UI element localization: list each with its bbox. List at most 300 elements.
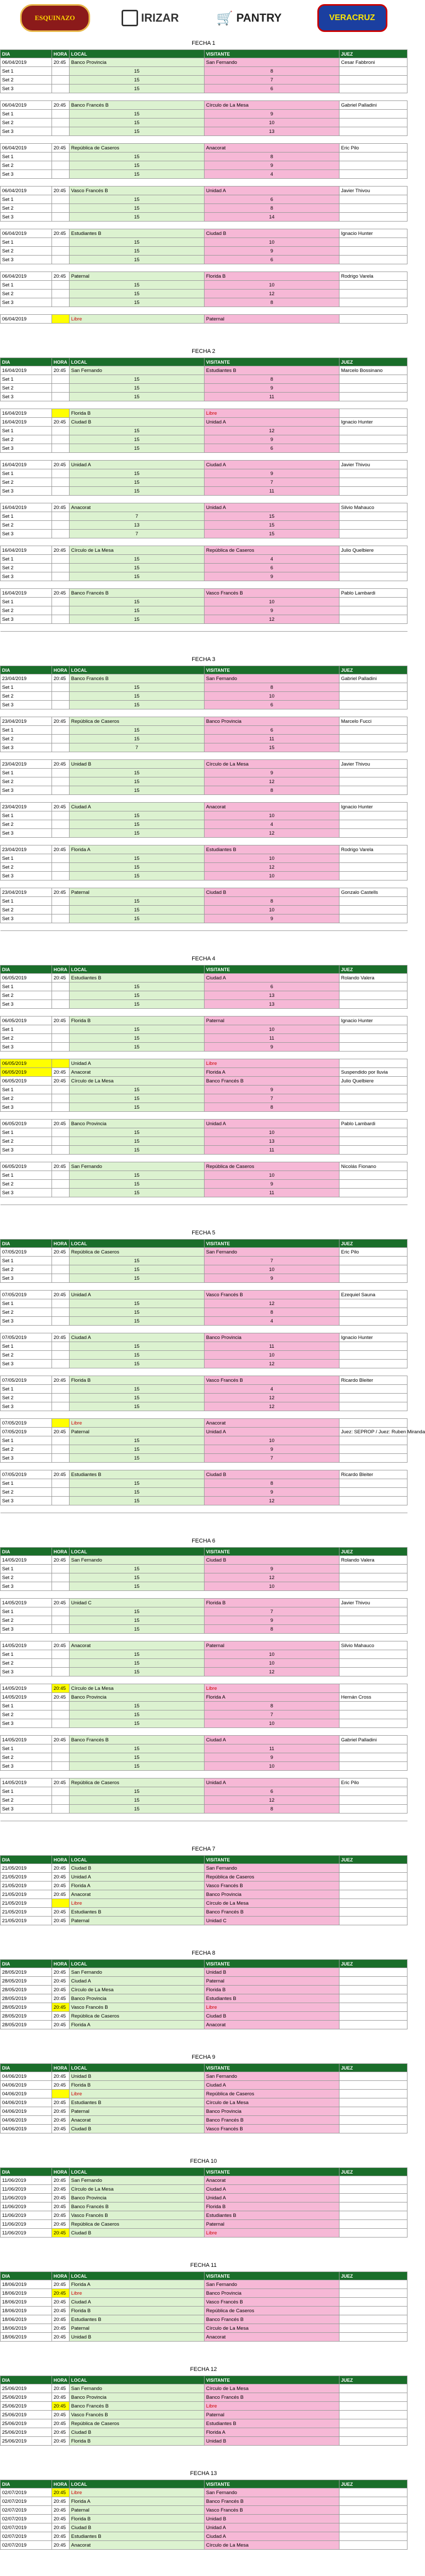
set-label: Set 1 xyxy=(1,769,52,777)
match-dia: 18/06/2019 xyxy=(1,2333,52,2342)
set-row xyxy=(1,1573,407,1582)
match-hora: 20:45 xyxy=(52,974,70,982)
set-empty-cell xyxy=(52,1436,70,1445)
match-local: Estudiantes B xyxy=(70,1908,205,1917)
set-score-local: 7 xyxy=(70,743,205,752)
set-empty-cell xyxy=(52,152,70,161)
column-header: DIA xyxy=(1,2168,52,2176)
set-row xyxy=(1,67,407,76)
match-visit: Banco Provincia xyxy=(205,2107,339,2116)
match-juez: Marcelo Bossinano xyxy=(339,366,407,375)
set-empty-cell xyxy=(52,1497,70,1505)
separator-row xyxy=(1,453,407,461)
column-header: HORA xyxy=(52,666,70,674)
match-local: Estudiantes B xyxy=(70,974,205,982)
match-juez xyxy=(339,1882,407,1890)
set-empty-cell xyxy=(339,1094,407,1103)
set-empty-cell xyxy=(52,1180,70,1189)
match-visit: Unidad B xyxy=(205,2437,339,2446)
match-juez: Rolando Valera xyxy=(339,1556,407,1565)
match-dia: 16/04/2019 xyxy=(1,461,52,469)
match-visit: Unidad A xyxy=(205,2523,339,2532)
match-dia: 11/06/2019 xyxy=(1,2194,52,2202)
set-empty-cell xyxy=(52,204,70,213)
match-visit: Estudiantes B xyxy=(205,366,339,375)
set-row xyxy=(1,118,407,127)
set-empty-cell xyxy=(52,1762,70,1771)
set-empty-cell xyxy=(339,1025,407,1034)
separator-cell xyxy=(1,1326,407,1333)
set-label: Set 2 xyxy=(1,435,52,444)
set-score-local: 15 xyxy=(70,914,205,923)
separator-row xyxy=(1,1676,407,1684)
set-empty-cell xyxy=(52,298,70,307)
set-score-visit: 8 xyxy=(205,298,339,307)
column-header: LOCAL xyxy=(70,1960,205,1968)
set-score-local: 15 xyxy=(70,1180,205,1189)
match-dia: 06/05/2019 xyxy=(1,1059,52,1068)
match-dia: 04/06/2019 xyxy=(1,2116,52,2125)
match-visit: Florida B xyxy=(205,272,339,281)
match-local: Unidad A xyxy=(70,1059,205,1068)
match-visit: República de Caseros xyxy=(205,2307,339,2315)
set-row xyxy=(1,1025,407,1034)
match-hora: 20:45 xyxy=(52,2081,70,2090)
match-dia: 06/05/2019 xyxy=(1,974,52,982)
match-dia: 23/04/2019 xyxy=(1,845,52,854)
set-empty-cell xyxy=(339,1650,407,1659)
set-empty-cell xyxy=(339,487,407,496)
match-hora: 20:45 xyxy=(52,1376,70,1385)
match-visit: Paternal xyxy=(205,1641,339,1650)
set-score-local: 15 xyxy=(70,991,205,1000)
set-empty-cell xyxy=(339,247,407,256)
match-hora: 20:45 xyxy=(52,2523,70,2532)
set-empty-cell xyxy=(339,555,407,564)
set-row xyxy=(1,1128,407,1137)
set-score-visit: 10 xyxy=(205,692,339,701)
set-empty-cell xyxy=(339,769,407,777)
set-empty-cell xyxy=(339,1805,407,1814)
match-local: Círculo de La Mesa xyxy=(70,546,205,555)
match-visit: Unidad A xyxy=(205,1120,339,1128)
set-label: Set 1 xyxy=(1,1128,52,1137)
set-score-local: 15 xyxy=(70,1659,205,1668)
column-header: VISITANTE xyxy=(205,1548,339,1556)
match-juez xyxy=(339,1986,407,1994)
match-hora: 20:45 xyxy=(52,845,70,854)
set-label: Set 2 xyxy=(1,991,52,1000)
set-score-local: 15 xyxy=(70,1573,205,1582)
set-label: Set 2 xyxy=(1,247,52,256)
set-score-visit: 15 xyxy=(205,512,339,521)
set-label: Set 3 xyxy=(1,256,52,264)
set-score-local: 15 xyxy=(70,298,205,307)
jornada-spacer xyxy=(0,1205,407,1226)
set-label: Set 2 xyxy=(1,564,52,572)
set-empty-cell xyxy=(339,76,407,84)
separator-cell xyxy=(1,496,407,503)
column-header: HORA xyxy=(52,965,70,974)
set-score-local: 15 xyxy=(70,906,205,914)
separator-cell xyxy=(1,1591,407,1599)
column-header: JUEZ xyxy=(339,965,407,974)
set-label: Set 1 xyxy=(1,1086,52,1094)
column-header: JUEZ xyxy=(339,358,407,366)
match-local: Libre xyxy=(70,2289,205,2298)
match-juez xyxy=(339,2081,407,2090)
match-dia: 14/05/2019 xyxy=(1,1778,52,1787)
column-header: VISITANTE xyxy=(205,2064,339,2072)
jornada-table xyxy=(0,965,407,1205)
set-row xyxy=(1,1607,407,1616)
separator-row xyxy=(1,222,407,229)
set-score-visit: 9 xyxy=(205,1086,339,1094)
set-label: Set 2 xyxy=(1,290,52,298)
column-header: LOCAL xyxy=(70,2376,205,2384)
set-empty-cell xyxy=(52,1394,70,1402)
match-local: San Fernando xyxy=(70,1968,205,1977)
match-visit: San Fernando xyxy=(205,2072,339,2081)
match-dia: 06/04/2019 xyxy=(1,101,52,110)
set-label: Set 3 xyxy=(1,213,52,222)
match-hora: 20:45 xyxy=(52,58,70,67)
set-score-visit: 11 xyxy=(205,487,339,496)
set-score-local: 15 xyxy=(70,786,205,795)
match-row xyxy=(1,2185,407,2194)
set-score-local: 15 xyxy=(70,1479,205,1488)
set-score-visit: 10 xyxy=(205,238,339,247)
match-juez: Ignacio Hunter xyxy=(339,803,407,811)
match-juez xyxy=(339,2506,407,2515)
set-row xyxy=(1,811,407,820)
separator-cell xyxy=(1,1676,407,1684)
column-header: LOCAL xyxy=(70,50,205,58)
set-score-local: 15 xyxy=(70,1086,205,1094)
match-row xyxy=(1,144,407,152)
set-row xyxy=(1,161,407,170)
set-row xyxy=(1,1317,407,1326)
match-visit: Ciudad A xyxy=(205,2081,339,2090)
column-header: JUEZ xyxy=(339,1548,407,1556)
match-hora: 20:45 xyxy=(52,187,70,195)
set-label: Set 1 xyxy=(1,1565,52,1573)
set-empty-cell xyxy=(52,1128,70,1137)
match-local: Banco Provincia xyxy=(70,2393,205,2402)
set-score-local: 15 xyxy=(70,213,205,222)
set-empty-cell xyxy=(52,1360,70,1368)
match-juez: Hernán Cross xyxy=(339,1693,407,1702)
match-juez xyxy=(339,2012,407,2021)
set-empty-cell xyxy=(52,478,70,487)
match-hora: 20:45 xyxy=(52,2411,70,2419)
set-score-local: 15 xyxy=(70,427,205,435)
set-score-visit: 9 xyxy=(205,914,339,923)
set-score-visit: 6 xyxy=(205,726,339,735)
match-row xyxy=(1,2488,407,2497)
set-score-local: 15 xyxy=(70,238,205,247)
match-dia: 06/04/2019 xyxy=(1,58,52,67)
match-visit: Unidad A xyxy=(205,418,339,427)
set-label: Set 3 xyxy=(1,615,52,624)
match-row xyxy=(1,1917,407,1925)
set-empty-cell xyxy=(52,1342,70,1351)
match-visit: República de Caseros xyxy=(205,546,339,555)
match-juez xyxy=(339,2411,407,2419)
set-empty-cell xyxy=(52,1146,70,1155)
match-hora: 20:45 xyxy=(52,1873,70,1882)
match-hora: 20:45 xyxy=(52,1120,70,1128)
set-empty-cell xyxy=(339,854,407,863)
column-header: VISITANTE xyxy=(205,666,339,674)
match-local: Paternal xyxy=(70,272,205,281)
match-hora: 20:45 xyxy=(52,418,70,427)
set-row xyxy=(1,76,407,84)
match-visit: Banco Francés B xyxy=(205,1908,339,1917)
match-hora: 20:45 xyxy=(52,2012,70,2021)
set-score-visit: 10 xyxy=(205,281,339,290)
set-label: Set 2 xyxy=(1,1265,52,1274)
match-juez xyxy=(339,2211,407,2220)
set-empty-cell xyxy=(52,290,70,298)
set-label: Set 3 xyxy=(1,1762,52,1771)
set-empty-cell xyxy=(52,1650,70,1659)
set-row xyxy=(1,478,407,487)
jornada-title: FECHA 1 xyxy=(192,40,215,46)
match-row xyxy=(1,2523,407,2532)
match-dia: 25/06/2019 xyxy=(1,2384,52,2393)
match-row xyxy=(1,315,407,324)
set-label: Set 3 xyxy=(1,701,52,709)
separator-row xyxy=(1,179,407,187)
set-score-local: 15 xyxy=(70,1625,205,1634)
set-empty-cell xyxy=(52,701,70,709)
match-juez xyxy=(339,2515,407,2523)
match-row xyxy=(1,2419,407,2428)
set-label: Set 1 xyxy=(1,1702,52,1710)
match-dia: 16/04/2019 xyxy=(1,546,52,555)
set-empty-cell xyxy=(52,375,70,384)
set-score-local: 15 xyxy=(70,161,205,170)
column-header: LOCAL xyxy=(70,2480,205,2488)
column-header: LOCAL xyxy=(70,1548,205,1556)
match-dia: 07/05/2019 xyxy=(1,1376,52,1385)
set-empty-cell xyxy=(52,1607,70,1616)
set-score-visit: 12 xyxy=(205,1668,339,1676)
match-hora xyxy=(52,2090,70,2098)
match-hora: 20:45 xyxy=(52,2125,70,2133)
match-dia: 06/05/2019 xyxy=(1,1068,52,1077)
match-juez xyxy=(339,2324,407,2333)
set-label: Set 2 xyxy=(1,1445,52,1454)
match-local: Ciudad B xyxy=(70,2229,205,2238)
match-visit: Círculo de La Mesa xyxy=(205,2324,339,2333)
table-header-row xyxy=(1,1240,407,1248)
set-score-local: 15 xyxy=(70,1308,205,1317)
set-row xyxy=(1,786,407,795)
separator-cell xyxy=(1,136,407,144)
set-score-local: 15 xyxy=(70,1385,205,1394)
match-hora: 20:45 xyxy=(52,2194,70,2202)
match-dia: 18/06/2019 xyxy=(1,2307,52,2315)
match-dia: 06/04/2019 xyxy=(1,144,52,152)
table-header-row xyxy=(1,1548,407,1556)
set-empty-cell xyxy=(339,1445,407,1454)
column-header: HORA xyxy=(52,2272,70,2280)
match-row xyxy=(1,2220,407,2229)
match-visit: Florida B xyxy=(205,2202,339,2211)
set-score-visit: 7 xyxy=(205,1257,339,1265)
set-empty-cell xyxy=(52,1796,70,1805)
set-empty-cell xyxy=(52,897,70,906)
set-score-local: 15 xyxy=(70,1607,205,1616)
set-row xyxy=(1,820,407,829)
match-row xyxy=(1,1333,407,1342)
match-juez xyxy=(339,1968,407,1977)
match-dia: 04/06/2019 xyxy=(1,2125,52,2133)
separator-cell xyxy=(1,838,407,845)
set-empty-cell xyxy=(339,1573,407,1582)
set-row xyxy=(1,735,407,743)
match-visit: Círculo de La Mesa xyxy=(205,2384,339,2393)
set-label: Set 3 xyxy=(1,1317,52,1326)
column-header: DIA xyxy=(1,2480,52,2488)
separator-row xyxy=(1,1283,407,1291)
match-row xyxy=(1,1986,407,1994)
jornada-table xyxy=(0,358,407,632)
match-local: Estudiantes B xyxy=(70,1470,205,1479)
match-visit: Libre xyxy=(205,2402,339,2411)
set-score-local: 15 xyxy=(70,1299,205,1308)
set-label: Set 1 xyxy=(1,1025,52,1034)
set-score-visit: 10 xyxy=(205,1128,339,1137)
set-score-local: 15 xyxy=(70,1257,205,1265)
set-score-visit: 12 xyxy=(205,1402,339,1411)
match-local: Unidad A xyxy=(70,461,205,469)
set-empty-cell xyxy=(339,84,407,93)
set-empty-cell xyxy=(52,872,70,880)
jornada-table xyxy=(0,2480,407,2550)
set-score-visit: 8 xyxy=(205,1702,339,1710)
match-hora: 20:45 xyxy=(52,2488,70,2497)
match-hora: 20:45 xyxy=(52,2176,70,2185)
match-juez: Ignacio Hunter xyxy=(339,229,407,238)
match-juez: Julio Quelbiere xyxy=(339,546,407,555)
match-hora: 20:45 xyxy=(52,546,70,555)
set-empty-cell xyxy=(52,1265,70,1274)
set-row xyxy=(1,298,407,307)
match-juez xyxy=(339,2176,407,2185)
match-juez xyxy=(339,1059,407,1068)
set-empty-cell xyxy=(52,170,70,179)
match-dia: 04/06/2019 xyxy=(1,2072,52,2081)
set-score-visit: 8 xyxy=(205,152,339,161)
match-visit: Florida A xyxy=(205,2428,339,2437)
set-score-local: 15 xyxy=(70,1394,205,1402)
set-label: Set 3 xyxy=(1,786,52,795)
match-hora: 20:45 xyxy=(52,1977,70,1986)
match-local: Paternal xyxy=(70,1428,205,1436)
jornada-title: FECHA 7 xyxy=(192,1846,215,1852)
set-row xyxy=(1,897,407,906)
match-visit: Libre xyxy=(205,1684,339,1693)
match-local: Anacorat xyxy=(70,2116,205,2125)
match-visit: Ciudad A xyxy=(205,2532,339,2541)
jornada-spacer xyxy=(0,2342,407,2362)
match-hora: 20:45 xyxy=(52,1077,70,1086)
set-label: Set 3 xyxy=(1,1454,52,1463)
set-empty-cell xyxy=(52,743,70,752)
separator-row xyxy=(1,1368,407,1376)
set-empty-cell xyxy=(339,1342,407,1351)
match-local: Florida B xyxy=(70,2307,205,2315)
match-local: Libre xyxy=(70,1419,205,1428)
set-score-visit: 7 xyxy=(205,1454,339,1463)
set-score-local: 15 xyxy=(70,872,205,880)
set-empty-cell xyxy=(339,564,407,572)
column-header: HORA xyxy=(52,2376,70,2384)
set-score-visit: 6 xyxy=(205,84,339,93)
match-hora: 20:45 xyxy=(52,2307,70,2315)
set-empty-cell xyxy=(339,290,407,298)
set-empty-cell xyxy=(339,1479,407,1488)
match-dia: 21/05/2019 xyxy=(1,1908,52,1917)
set-empty-cell xyxy=(52,76,70,84)
sponsor-bar xyxy=(0,0,407,36)
set-row xyxy=(1,863,407,872)
set-score-local: 15 xyxy=(70,152,205,161)
match-juez xyxy=(339,2185,407,2194)
match-local: Unidad B xyxy=(70,2072,205,2081)
set-score-local: 15 xyxy=(70,1128,205,1137)
set-empty-cell xyxy=(52,1025,70,1034)
set-label: Set 2 xyxy=(1,906,52,914)
match-row xyxy=(1,1968,407,1977)
set-empty-cell xyxy=(339,110,407,118)
set-empty-cell xyxy=(52,777,70,786)
match-juez: Rodrigo Varela xyxy=(339,845,407,854)
set-empty-cell xyxy=(52,1753,70,1762)
column-header: JUEZ xyxy=(339,2168,407,2176)
set-empty-cell xyxy=(339,256,407,264)
match-visit: Anacorat xyxy=(205,1419,339,1428)
match-row xyxy=(1,2125,407,2133)
match-row xyxy=(1,2098,407,2107)
match-dia: 04/06/2019 xyxy=(1,2098,52,2107)
match-local: Estudiantes B xyxy=(70,229,205,238)
jornada-table xyxy=(0,666,407,931)
set-row xyxy=(1,256,407,264)
set-row xyxy=(1,1000,407,1009)
match-local: Anacorat xyxy=(70,1068,205,1077)
set-empty-cell xyxy=(52,1086,70,1094)
set-row xyxy=(1,1805,407,1814)
match-juez xyxy=(339,1917,407,1925)
match-local: Banco Francés B xyxy=(70,101,205,110)
set-empty-cell xyxy=(339,1128,407,1137)
set-empty-cell xyxy=(339,1753,407,1762)
match-visit: San Fernando xyxy=(205,674,339,683)
set-score-visit: 11 xyxy=(205,1146,339,1155)
separator-row xyxy=(1,752,407,760)
set-score-local: 15 xyxy=(70,811,205,820)
match-hora: 20:45 xyxy=(52,2185,70,2194)
set-empty-cell xyxy=(339,1086,407,1094)
set-empty-cell xyxy=(52,1805,70,1814)
match-hora: 20:45 xyxy=(52,2393,70,2402)
set-empty-cell xyxy=(339,213,407,222)
set-score-local: 15 xyxy=(70,76,205,84)
